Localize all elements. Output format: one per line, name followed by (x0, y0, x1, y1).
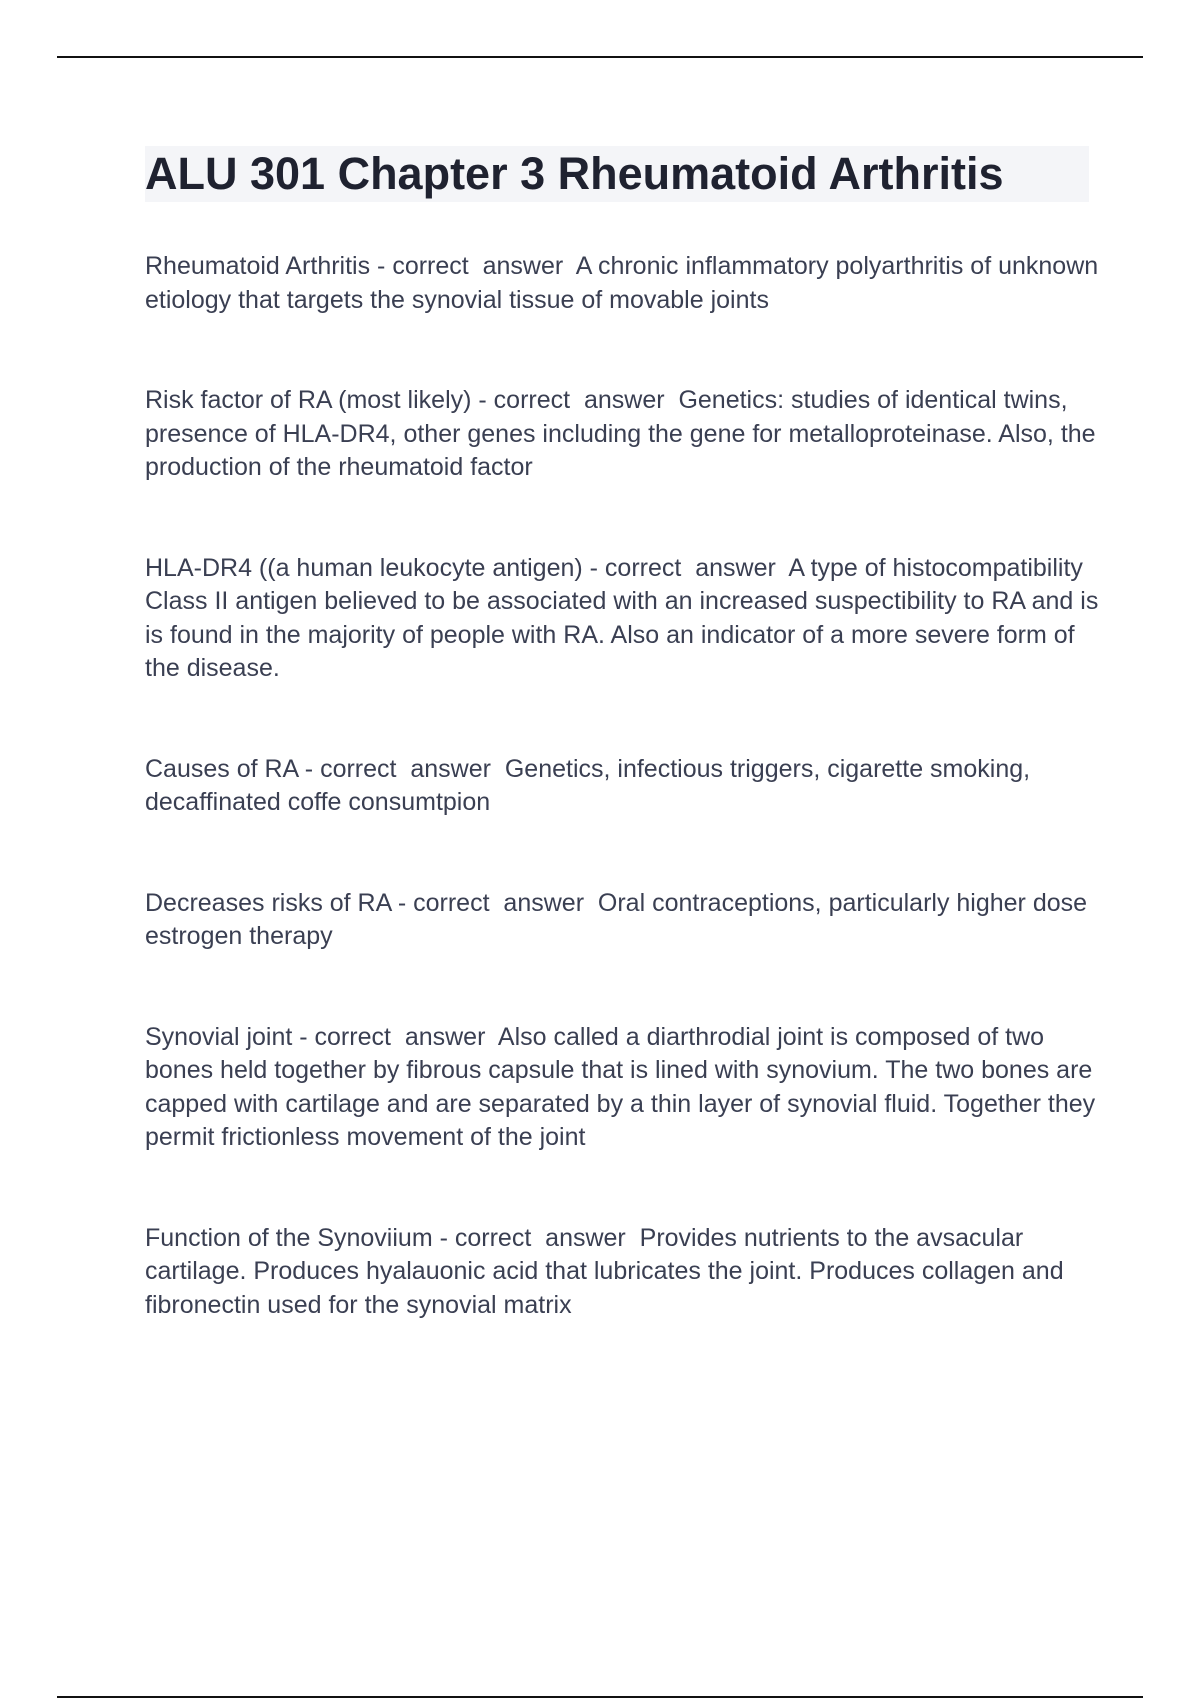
qa-entry-rheumatoid-arthritis: Rheumatoid Arthritis - correct answer A chronic inflammatory polyarthritis of unknown etiology that targets the synovial tissue of movable joints (145, 252, 1106, 314)
qa-entry-causes: Causes of RA - correct answer Genetics, infectious triggers, cigarette smoking, decaffinated coffe consumtpion (145, 754, 1038, 816)
qa-entry-decreases-risks: Decreases risks of RA - correct answer Oral contraceptions, particularly higher dose estrogen therapy (145, 888, 1094, 950)
qa-entry-synovium-function: Function of the Synoviium - correct answer Provides nutrients to the avsacular cartilage. Produces hyalauonic acid that lubricates the joint. Produces collagen and fibronectin used for the synovial matrix (145, 1223, 1071, 1319)
footer-rule (57, 1696, 1143, 1698)
page-title: ALU 301 Chapter 3 Rheumatoid Arthritis (145, 148, 1004, 199)
qa-list (145, 250, 1105, 1389)
qa-entry-risk-factor: Risk factor of RA (most likely) - correct answer Genetics: studies of identical twins, presence of HLA-DR4, other genes including the gene for metalloproteinase. Also, the production of the rheumatoid factor (145, 386, 1103, 481)
qa-entry-synovial-joint: Synovial joint - correct answer Also called a diarthrodial joint is composed of two bones held together by fibrous capsule that is lined with synovium. The two bones are capped with cartilage and are separated by a thin layer of synovial fluid. Together they permit frictionless movement of the joint (145, 1022, 1103, 1151)
header-rule (57, 56, 1143, 58)
qa-entry-hla-dr4: HLA-DR4 ((a human leukocyte antigen) - correct answer A type of histocompatibility Class II antigen believed to be associated with an increased suspectibility to RA and is is found in the majority of people with RA. Also an indicator of a more severe form of the disease. (145, 553, 1106, 682)
title-block (145, 146, 1089, 202)
